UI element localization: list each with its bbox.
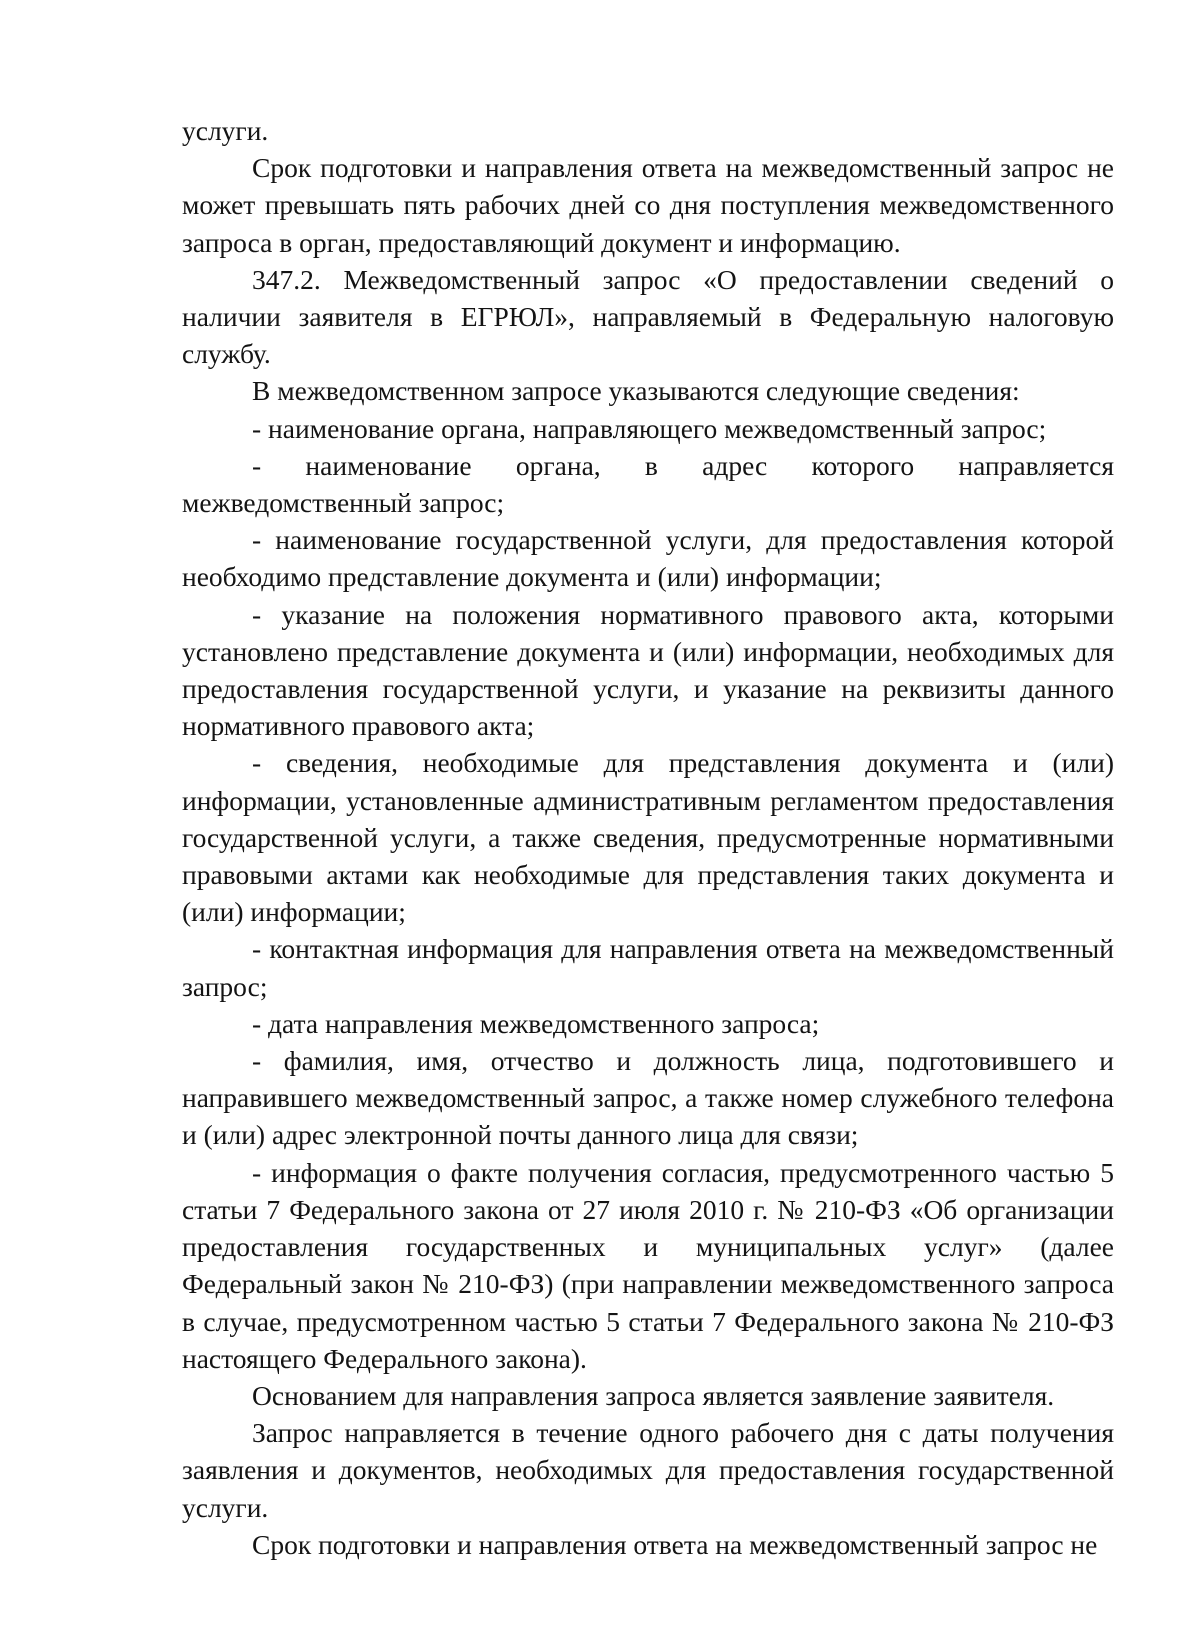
paragraph-response-deadline-continued: Срок подготовки и направления ответа на межведомственный запрос не bbox=[252, 1528, 1098, 1560]
paragraph-request-timing: Запрос направляется в течение одного рабочего дня с даты получения заявления и документов, необходимых для предоставления государственной услуги. bbox=[182, 1417, 1114, 1523]
list-item-consent-information: - информация о факте получения согласия, предусмотренного частью 5 статьи 7 Федерального закона от 27 июля 2010 г. № 210-ФЗ «Об организации предоставления государственных и муниципальных услуг» (далее Федеральный закон № 210-ФЗ) (при направлении межведомственного запроса в случае, предусмотренном частью 5 статьи 7 Федерального закона № 210-ФЗ настоящего Федерального закона). bbox=[182, 1156, 1114, 1374]
paragraph-section-347-2: 347.2. Межведомственный запрос «О предоставлении сведений о наличии заявителя в ЕГРЮЛ», направляемый в Федеральную налоговую службу. bbox=[182, 263, 1114, 370]
list-item-addressee-body: - наименование органа, в адрес которого направляется межведомственный запрос; bbox=[182, 449, 1114, 519]
list-item-legal-act-reference: - указание на положения нормативного правового акта, которыми установлено представление документа и (или) информации, необходимых для предоставления государственной услуги, и указание на реквизиты данного нормативного правового акта; bbox=[182, 598, 1114, 742]
list-item-responsible-person: - фамилия, имя, отчество и должность лица, подготовившего и направившего межведомственный запрос, а также номер служебного телефона и (или) адрес электронной почты данного лица для связи; bbox=[182, 1045, 1114, 1151]
paragraph-response-deadline: Срок подготовки и направления ответа на межведомственный запрос не может превышать пять рабочих дней со дня поступления межведомственного запроса в орган, предоставляющий документ и информацию. bbox=[182, 152, 1114, 258]
paragraph-request-contents-intro: В межведомственном запросе указываются следующие сведения: bbox=[252, 375, 1020, 407]
paragraph-request-basis: Основанием для направления запроса является заявление заявителя. bbox=[252, 1379, 1055, 1411]
list-item-request-date: - дата направления межведомственного запроса; bbox=[252, 1007, 820, 1039]
list-item-requesting-body: - наименование органа, направляющего межведомственный запрос; bbox=[252, 412, 1047, 444]
paragraph-continuation: услуги. bbox=[182, 115, 269, 146]
document-page bbox=[182, 112, 1114, 1563]
list-item-contact-information: - контактная информация для направления ответа на межведомственный запрос; bbox=[182, 933, 1114, 1002]
list-item-service-name: - наименование государственной услуги, для предоставления которой необходимо представление документа и (или) информации; bbox=[182, 524, 1114, 593]
list-item-required-information: - сведения, необходимые для представления документа и (или) информации, установленные административным регламентом предоставления государственной услуги, а также сведения, предусмотренные нормативными правовыми актами как необходимые для представления таких документа и (или) информации; bbox=[182, 747, 1114, 928]
